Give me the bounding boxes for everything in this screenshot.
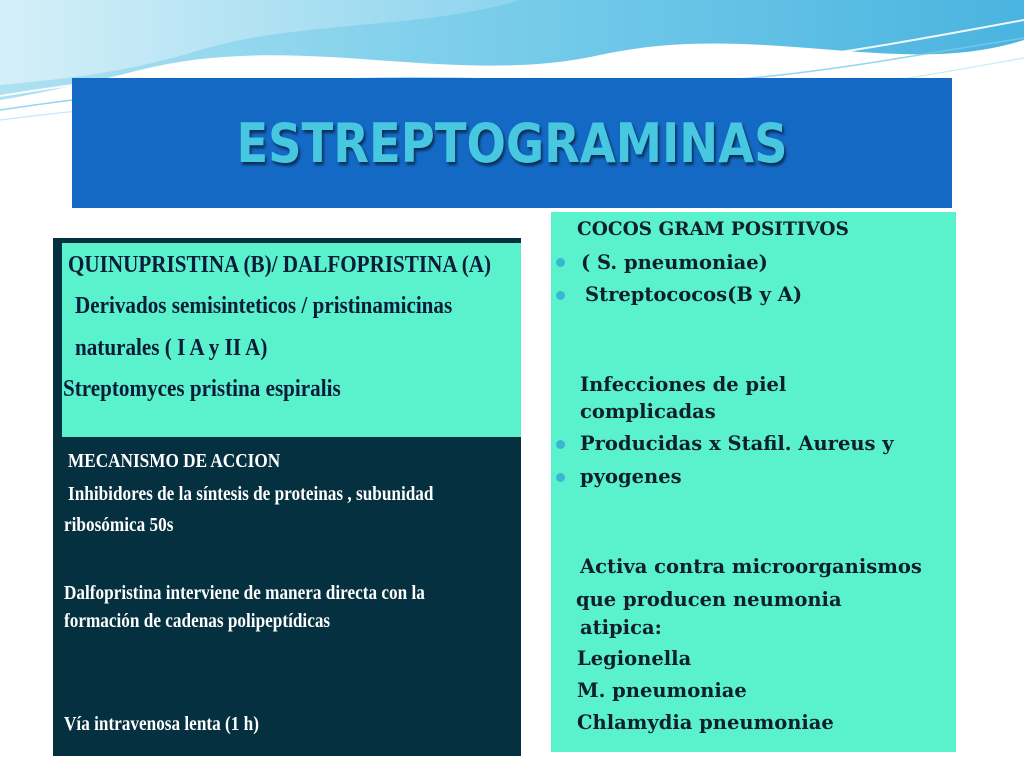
left-line-2: Derivados semisinteticos / pristinamicinas <box>75 293 453 319</box>
dalfopristina-text-2: formación de cadenas polipeptídicas <box>64 610 331 632</box>
right-line-6: Producidas x Stafil. Aureus y <box>580 432 894 455</box>
bullet-icon <box>556 291 565 300</box>
right-line-12: M. pneumoniae <box>577 679 747 702</box>
right-line-4: Infecciones de piel <box>580 373 787 396</box>
left-panel <box>53 238 521 756</box>
dalfopristina-text-1: Dalfopristina interviene de manera directa con la <box>64 582 425 604</box>
right-panel <box>551 212 956 752</box>
right-line-2: ( S. pneumoniae) <box>581 251 768 274</box>
mechanism-text-2: ribosómica 50s <box>64 514 174 536</box>
right-line-8: Activa contra microorganismos <box>580 555 922 578</box>
right-heading: COCOS GRAM POSITIVOS <box>577 219 849 240</box>
mechanism-heading: MECANISMO DE ACCION <box>68 450 281 472</box>
right-line-10: atipica: <box>580 616 662 639</box>
bullet-icon <box>556 440 565 449</box>
right-line-3: Streptococos(B y A) <box>585 283 803 306</box>
left-line-4: Streptomyces pristina espiralis <box>63 376 341 402</box>
page-title: ESTREPTOGRAMINAS <box>236 111 788 175</box>
mechanism-text-1: Inhibidores de la síntesis de proteinas , subunidad <box>68 483 434 505</box>
right-line-7: pyogenes <box>580 465 682 488</box>
bullet-icon <box>556 258 565 267</box>
left-line-3: naturales ( I A y II A) <box>75 335 268 361</box>
title-banner <box>72 78 952 208</box>
administration-text: Vía intravenosa lenta (1 h) <box>64 713 259 735</box>
right-line-11: Legionella <box>577 647 692 670</box>
right-line-13: Chlamydia pneumoniae <box>577 711 834 734</box>
left-line-1: QUINUPRISTINA (B)/ DALFOPRISTINA (A) <box>68 252 492 278</box>
right-line-9: que producen neumonia <box>576 588 842 611</box>
right-line-5: complicadas <box>580 400 716 423</box>
bullet-icon <box>556 473 565 482</box>
